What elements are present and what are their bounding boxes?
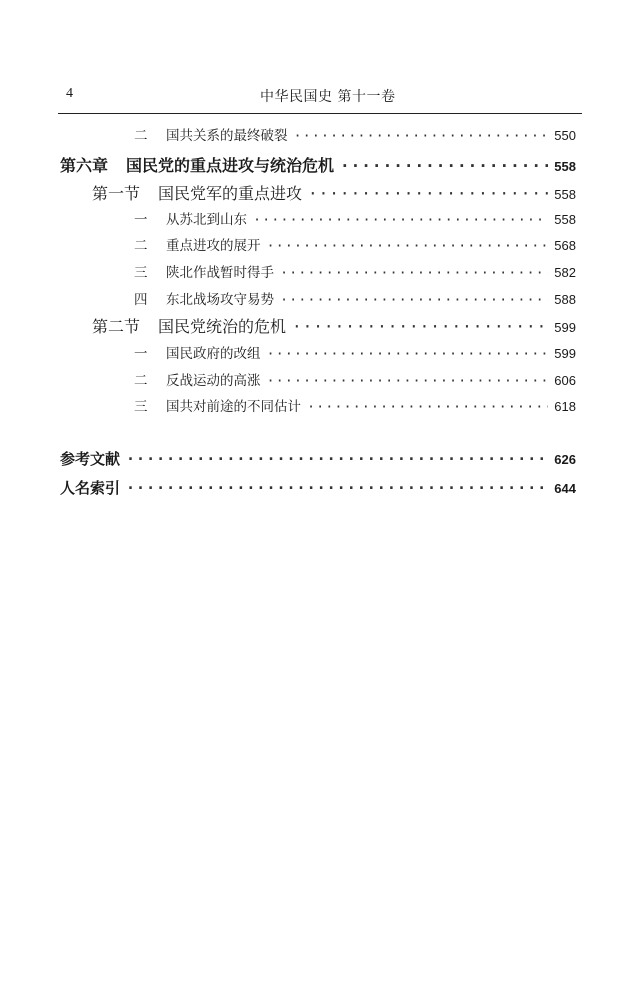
item-title: 反战运动的高涨: [166, 373, 261, 389]
leader-dots: [267, 346, 549, 362]
item-number: 一: [134, 212, 148, 228]
page-number: 4: [66, 86, 73, 101]
section-title: 国民党军的重点进攻: [158, 184, 303, 203]
leader-dots: [267, 373, 549, 389]
toc-entry-item[interactable]: [134, 342, 576, 362]
toc-entry-section[interactable]: [92, 181, 576, 204]
toc-entry-item[interactable]: [134, 234, 576, 254]
header-rule: [58, 113, 582, 114]
page-ref: 588: [554, 292, 576, 307]
item-number: 二: [134, 238, 148, 254]
toc-entry-chapter[interactable]: [60, 153, 576, 176]
item-number: 三: [134, 265, 148, 281]
item-title: 从苏北到山东: [166, 212, 247, 228]
page-ref: 568: [554, 238, 576, 253]
item-title: 东北战场攻守易势: [166, 292, 274, 308]
leader-dots: [267, 238, 549, 254]
backmatter-title: 参考文献: [60, 450, 121, 468]
leader-dots: [253, 212, 548, 228]
leader-dots: [126, 450, 548, 468]
page-ref: 582: [554, 265, 576, 280]
page-ref: 558: [554, 159, 576, 174]
leader-dots: [280, 265, 548, 281]
section-title: 国民党统治的危机: [158, 317, 287, 336]
leader-dots: [294, 128, 549, 144]
leader-dots: [340, 156, 548, 175]
page-ref: 618: [554, 399, 576, 414]
item-number: 三: [134, 399, 148, 415]
toc-entry-item[interactable]: [134, 208, 576, 228]
page-ref: 606: [554, 373, 576, 388]
page-ref: 644: [554, 481, 576, 496]
item-title: 国民政府的改组: [166, 346, 261, 362]
item-number: 二: [134, 128, 148, 144]
toc-entry-item[interactable]: [134, 369, 576, 389]
toc-entry-item[interactable]: [134, 261, 576, 281]
chapter-title: 国民党的重点进攻与统治危机: [126, 156, 335, 175]
backmatter-title: 人名索引: [60, 479, 121, 497]
toc-entry-section[interactable]: [92, 314, 576, 337]
toc-entry-name-index[interactable]: [60, 477, 576, 498]
page-ref: 626: [554, 452, 576, 467]
item-number: 四: [134, 292, 148, 308]
leader-dots: [308, 184, 548, 203]
item-title: 国共对前途的不同估计: [166, 399, 301, 415]
page-ref: 599: [554, 320, 576, 335]
item-number: 一: [134, 346, 148, 362]
item-title: 重点进攻的展开: [166, 238, 261, 254]
page-ref: 558: [554, 187, 576, 202]
page-ref: 550: [554, 128, 576, 143]
toc-entry-references[interactable]: [60, 448, 576, 469]
chapter-number: 第六章: [60, 156, 109, 175]
leader-dots: [126, 479, 548, 497]
toc-entry-item[interactable]: [134, 395, 576, 415]
item-title: 国共关系的最终破裂: [166, 128, 288, 144]
page-ref: 599: [554, 346, 576, 361]
section-number: 第二节: [92, 317, 141, 336]
toc-entry-item[interactable]: [134, 288, 576, 308]
page-ref: 558: [554, 212, 576, 227]
item-title: 陕北作战暂时得手: [166, 265, 274, 281]
running-head: 中华民国史 第十一卷: [260, 89, 396, 105]
leader-dots: [280, 292, 548, 308]
leader-dots: [292, 317, 548, 336]
toc-entry-item[interactable]: [134, 124, 576, 144]
leader-dots: [307, 399, 548, 415]
item-number: 二: [134, 373, 148, 389]
section-number: 第一节: [92, 184, 141, 203]
